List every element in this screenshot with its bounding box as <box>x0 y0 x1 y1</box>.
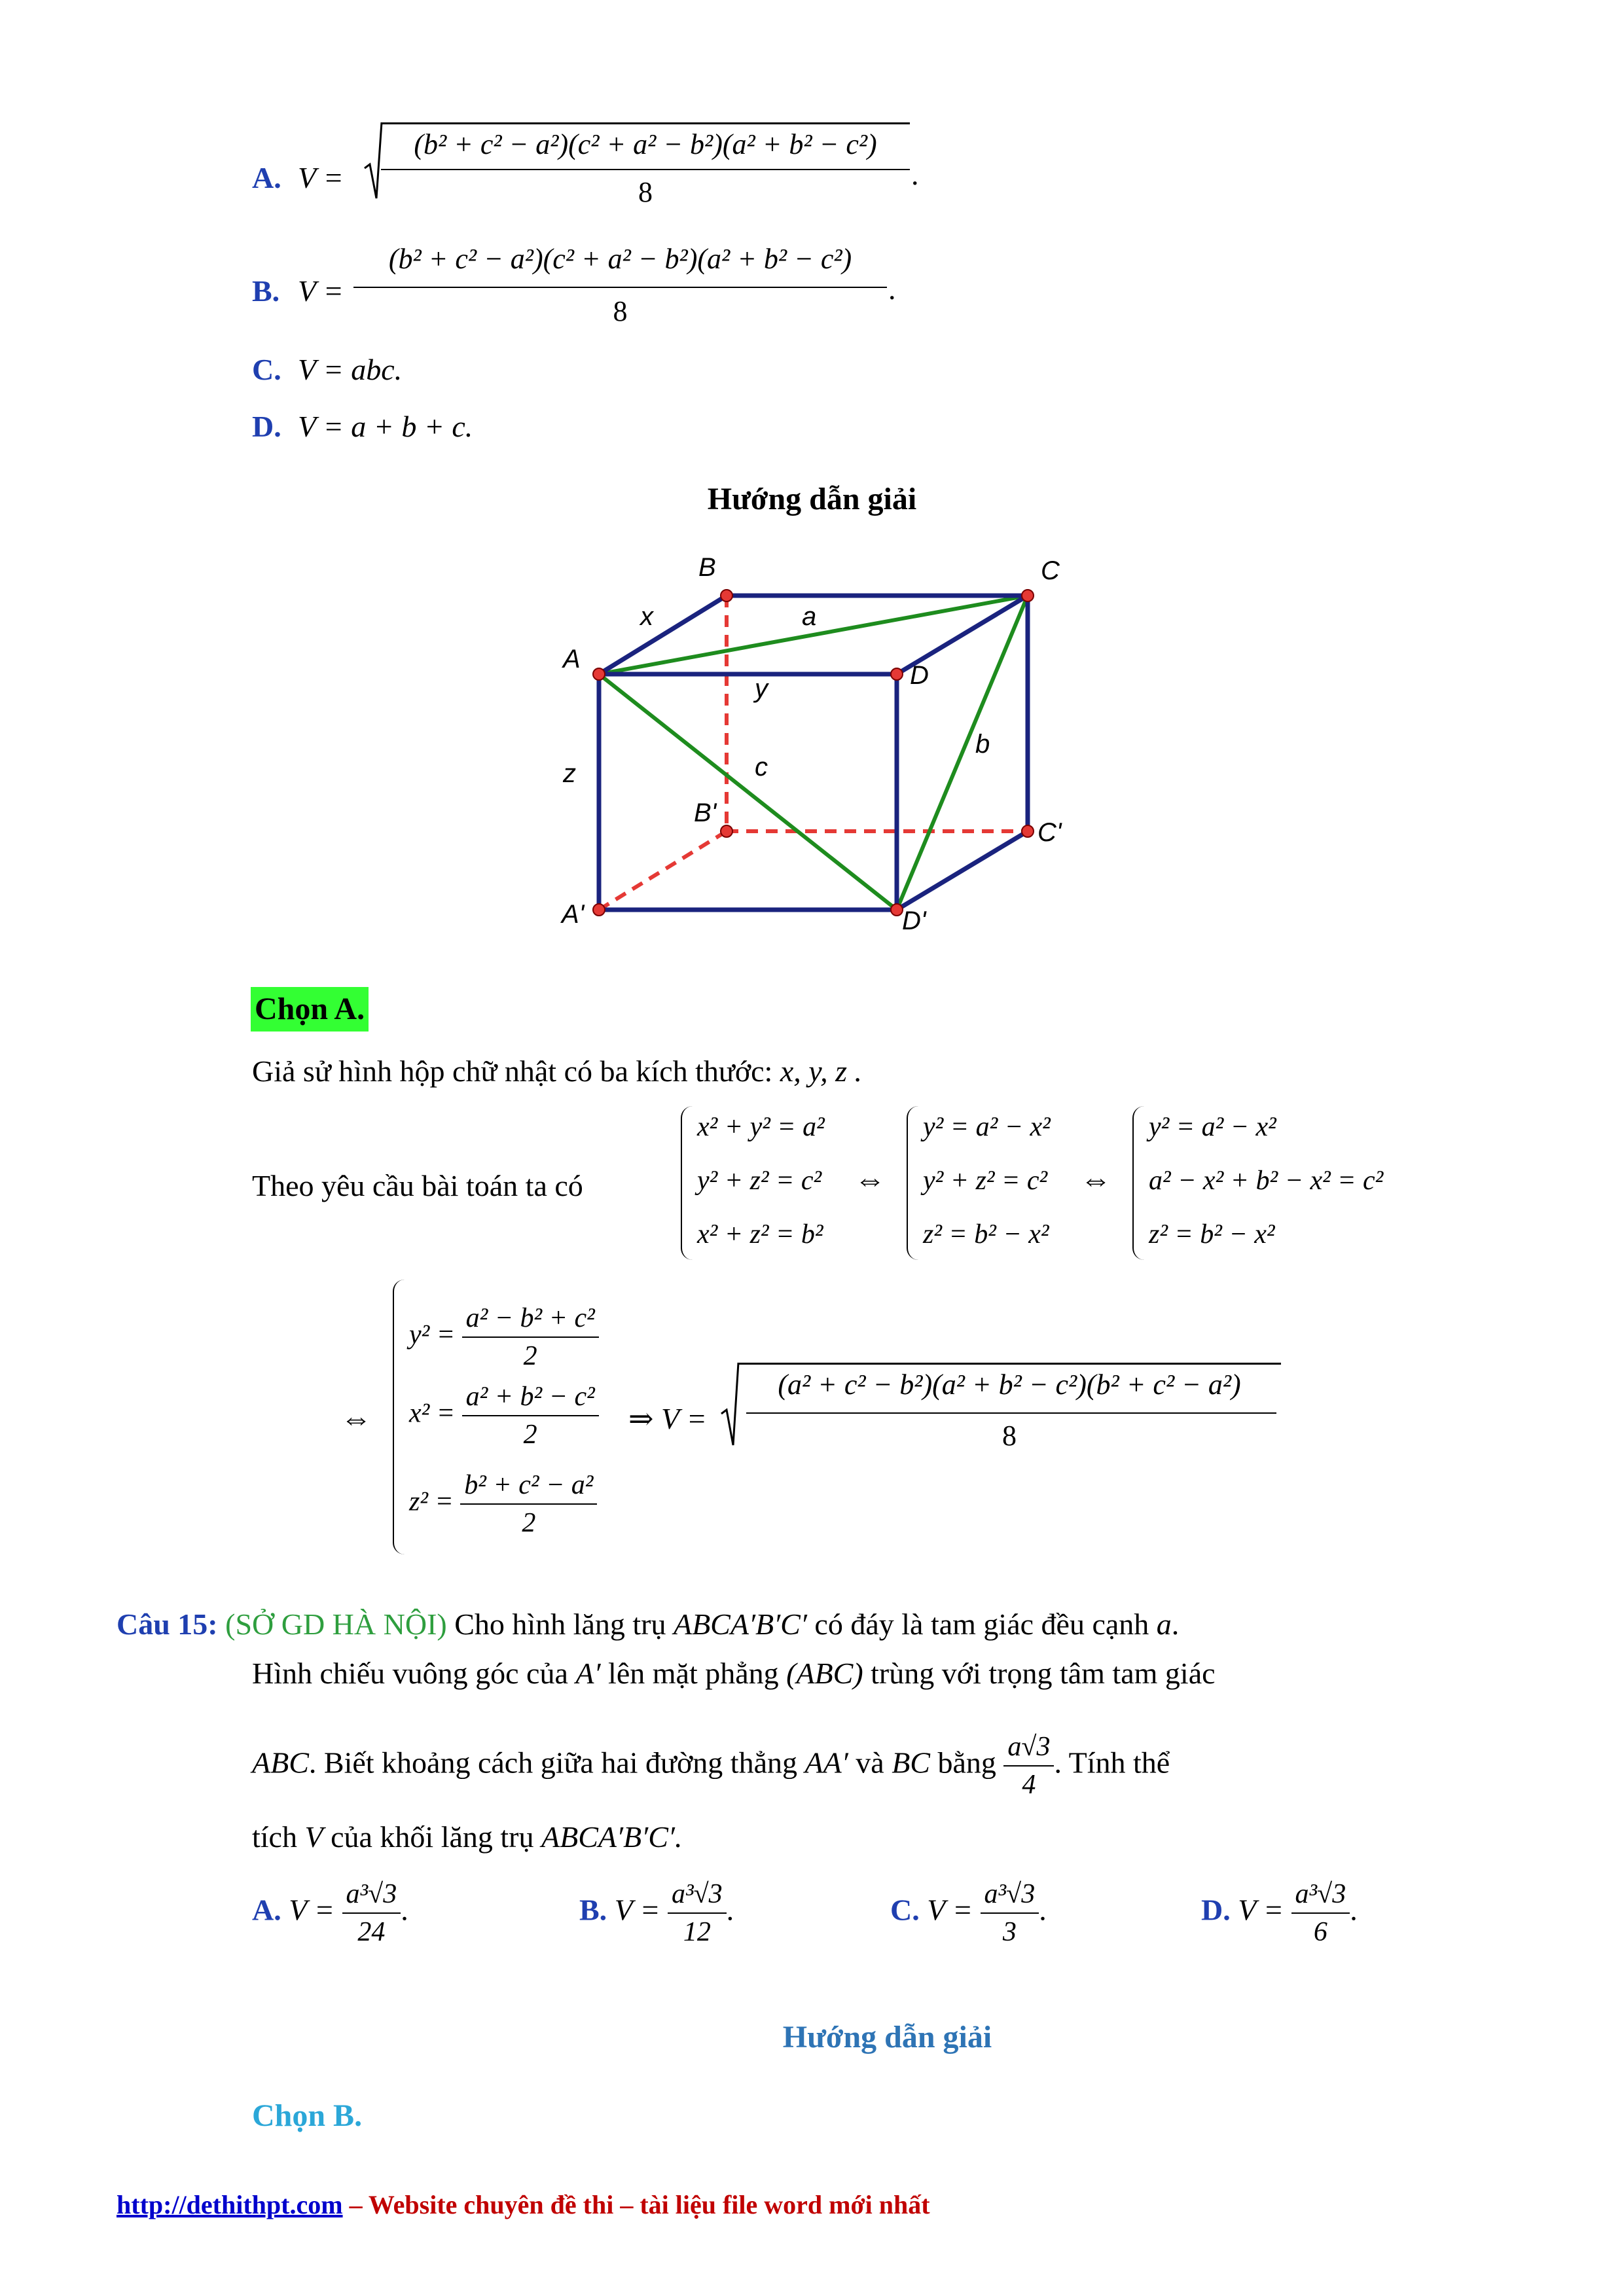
vertex-B <box>721 590 732 601</box>
q15-prism-name-2: ABCA′B′C′. <box>541 1820 683 1854</box>
sys3-eq1: y² = a² − x² <box>1149 1112 1276 1142</box>
q15-option-c-label: C. <box>890 1893 920 1927</box>
option-d-label: D. <box>252 410 281 443</box>
q15-line1: Câu 15: (SỞ GD HÀ NỘI) Cho hình lăng trụ ABCA′B′C′ có đáy là tam giác đều cạnh a. <box>117 1607 1180 1641</box>
sys4-row1-num: a² − b² + c² <box>462 1302 599 1338</box>
q15-point-a-prime: A′ <box>575 1657 601 1690</box>
label-C: C <box>1041 556 1060 585</box>
q15-line4-a: tích <box>252 1820 297 1854</box>
footer <box>117 2189 930 2220</box>
sys4-row2-num: a² + b² − c² <box>462 1381 599 1416</box>
q15-option-d-lhs: V = <box>1238 1893 1284 1927</box>
final-denominator-text: 8 <box>1002 1420 1017 1452</box>
option-c-label: C. <box>252 353 281 386</box>
q15-solution-heading: Hướng dẫn giải <box>782 2020 992 2054</box>
option-d-expr: V = a + b + c. <box>298 410 473 443</box>
sys4-row1 <box>409 1302 599 1372</box>
brace-sys4 <box>393 1280 407 1554</box>
q15-line4-b: của khối lăng trụ <box>331 1820 534 1854</box>
label-y: y <box>755 674 768 703</box>
q15-volume-v: V <box>304 1820 323 1854</box>
q15-line4 <box>252 1820 682 1854</box>
q15-option-a-lhs: V = <box>289 1893 335 1927</box>
sqrt-bar-final <box>738 1363 1281 1365</box>
option-b-lhs: V = <box>298 274 344 308</box>
vertex-C <box>1022 590 1034 601</box>
q15-option-b-den: 12 <box>683 1917 711 1947</box>
q15-line3-b: và <box>856 1746 884 1780</box>
q15-source: (SỞ GD HÀ NỘI) <box>225 1607 447 1641</box>
sys4-row2-lhs: x² = <box>409 1398 456 1429</box>
edge-CD' <box>897 596 1028 910</box>
q15-option-a-den: 24 <box>357 1917 386 1947</box>
q15-triangle: ABC <box>252 1746 309 1780</box>
option-c-expr: V = abc. <box>298 353 403 386</box>
edge-A'B' <box>599 831 727 910</box>
sys1-eq3: x² + z² = b² <box>697 1219 823 1249</box>
brace-sys3 <box>1132 1106 1147 1260</box>
q15-option-c-den: 3 <box>1002 1917 1017 1947</box>
q15-line2-a: Hình chiếu vuông góc của <box>252 1657 568 1690</box>
sys4-row1-lhs: y² = <box>409 1319 456 1350</box>
q15-option-c-lhs: V = <box>927 1893 973 1927</box>
q15-line3-a: . Biết khoảng cách giữa hai đường thẳng <box>308 1746 797 1780</box>
option-b-period: . <box>888 272 896 306</box>
q15-option-d-label: D. <box>1201 1893 1231 1927</box>
q15-answer: Chọn B. <box>252 2098 363 2133</box>
q15-option-d-num: a³√3 <box>1291 1878 1350 1914</box>
q15-option-c: C. V = $\frac{\text{a³√3}}{3}$ . <box>890 1879 1047 1947</box>
final-numerator: (a² + c² − b²)(a² + b² − c²)(b² + c² − a²) <box>778 1369 1241 1401</box>
sys1-eq2: y² + z² = c² <box>697 1166 822 1196</box>
label-A-prime: A' <box>562 900 585 929</box>
option-a-label: A. <box>252 161 281 194</box>
option-a-lhs: V = <box>298 161 344 194</box>
option-a-fraction-bar <box>381 169 910 170</box>
q15-option-d: D. V = $\frac{\text{a³√3}}{6}$ . <box>1201 1879 1358 1947</box>
q15-distance-num: a√3 <box>1003 1731 1054 1767</box>
sqrt-sign-a <box>363 121 383 203</box>
sys4-row2 <box>409 1381 599 1450</box>
box-figure <box>543 550 1067 942</box>
q15-option-b: B. V = $\frac{\text{a³√3}}{12}$ . <box>579 1879 734 1947</box>
label-x: x <box>640 602 653 631</box>
q15-option-c-num: a³√3 <box>981 1878 1039 1914</box>
q15-option-a: A. V = $\frac{\text{a³√3}}{24}$ . <box>252 1879 408 1947</box>
label-D: D <box>910 661 929 690</box>
q15-option-b-lhs: V = <box>614 1893 660 1927</box>
footer-link[interactable]: http://dethithpt.com <box>117 2190 343 2219</box>
q15-line2 <box>252 1656 1528 1691</box>
label-B-prime: B' <box>694 798 717 827</box>
q15-edge-a: a <box>1156 1607 1172 1641</box>
brace-sys2 <box>907 1106 921 1260</box>
sqrt-sign-final <box>720 1361 740 1450</box>
sys4-row3-lhs: z² = <box>409 1486 454 1517</box>
q15-line2-b: lên mặt phẳng <box>608 1657 779 1690</box>
q15-line-aa: AA′ <box>804 1746 848 1780</box>
vertex-D <box>891 668 903 680</box>
label-B: B <box>698 553 716 582</box>
q15-line-bc: BC <box>892 1746 930 1780</box>
label-C-prime: C' <box>1038 818 1062 847</box>
sys4-row1-den: 2 <box>523 1341 537 1371</box>
vertex-C' <box>1022 825 1034 837</box>
q15-line3 <box>252 1731 1528 1801</box>
equiv-3: ⇔ <box>340 1401 372 1436</box>
option-b-numerator: (b² + c² − a²)(c² + a² − b²)(a² + b² − c²) <box>388 243 852 275</box>
label-D-prime: D' <box>902 906 926 935</box>
answer-highlight-a: Chọn A. <box>251 987 369 1031</box>
sys4-row3-den: 2 <box>522 1508 536 1538</box>
q15-option-d-den: 6 <box>1313 1917 1327 1947</box>
sqrt-bar-a <box>381 122 910 124</box>
label-A: A <box>563 645 581 673</box>
sys2-eq2: y² + z² = c² <box>923 1166 1048 1196</box>
label-z: z <box>563 759 576 788</box>
sys4-row3-num: b² + c² − a² <box>460 1469 597 1505</box>
vertex-A <box>593 668 605 680</box>
dimensions-sentence <box>252 1054 862 1088</box>
option-b-fraction-bar <box>353 287 887 288</box>
solution-heading: Hướng dẫn giải <box>707 482 917 516</box>
final-fraction-bar <box>746 1412 1276 1414</box>
q15-plane: (ABC) <box>786 1657 863 1690</box>
vertex-A' <box>593 904 605 916</box>
q15-line3-c: bằng <box>937 1746 996 1780</box>
q15-line2-c: trùng với trọng tâm tam giác <box>871 1657 1216 1690</box>
equiv-2: ⇔ <box>1080 1162 1111 1197</box>
q15-option-b-num: a³√3 <box>668 1878 727 1914</box>
vertex-B' <box>721 825 732 837</box>
sys4-row2-den: 2 <box>523 1420 537 1450</box>
brace-sys1 <box>681 1106 695 1260</box>
requirement-text: Theo yêu cầu bài toán ta có <box>252 1169 583 1202</box>
q15-line1-a: Cho hình lăng trụ <box>454 1607 666 1641</box>
q15-label: Câu 15: <box>117 1607 218 1641</box>
implies-v: ⇒ V = <box>628 1402 707 1435</box>
sys2-eq1: y² = a² − x² <box>923 1112 1051 1142</box>
sys4-row3 <box>409 1469 597 1539</box>
label-a: a <box>802 602 817 631</box>
q15-line1-b: có đáy là tam giác đều cạnh <box>814 1607 1149 1641</box>
equiv-1: ⇔ <box>854 1162 886 1197</box>
option-b-label: B. <box>252 274 280 308</box>
q15-option-a-num: a³√3 <box>342 1878 401 1914</box>
q15-prism-name: ABCA′B′C′ <box>673 1607 807 1641</box>
q15-option-b-label: B. <box>579 1893 607 1927</box>
edge-AD' <box>599 674 897 910</box>
option-b-denominator: 8 <box>613 295 628 327</box>
sys3-eq3: z² = b² − x² <box>1149 1219 1275 1249</box>
sys1-eq1: x² + y² = a² <box>697 1112 825 1142</box>
option-a-denominator: 8 <box>638 176 653 208</box>
dimensions-text: Giả sử hình hộp chữ nhật có ba kích thước: <box>252 1054 773 1088</box>
vertex-D' <box>891 904 903 916</box>
option-a-period: . <box>911 158 919 191</box>
q15-line3-d: . Tính thể <box>1054 1746 1170 1780</box>
label-b: b <box>975 730 990 759</box>
q15-option-a-label: A. <box>252 1893 281 1927</box>
q15-distance-den: 4 <box>1022 1770 1036 1800</box>
sys3-eq2: a² − x² + b² − x² = c² <box>1149 1166 1384 1196</box>
option-a-numerator: (b² + c² − a²)(c² + a² − b²)(a² + b² − c²) <box>414 128 877 160</box>
sys2-eq3: z² = b² − x² <box>923 1219 1049 1249</box>
edge-D'C' <box>897 831 1028 910</box>
dimensions-vars: x, y, z . <box>780 1054 863 1088</box>
footer-text: – Website chuyên đề thi – tài liệu file word mới nhất <box>342 2190 930 2219</box>
label-c: c <box>755 753 768 781</box>
